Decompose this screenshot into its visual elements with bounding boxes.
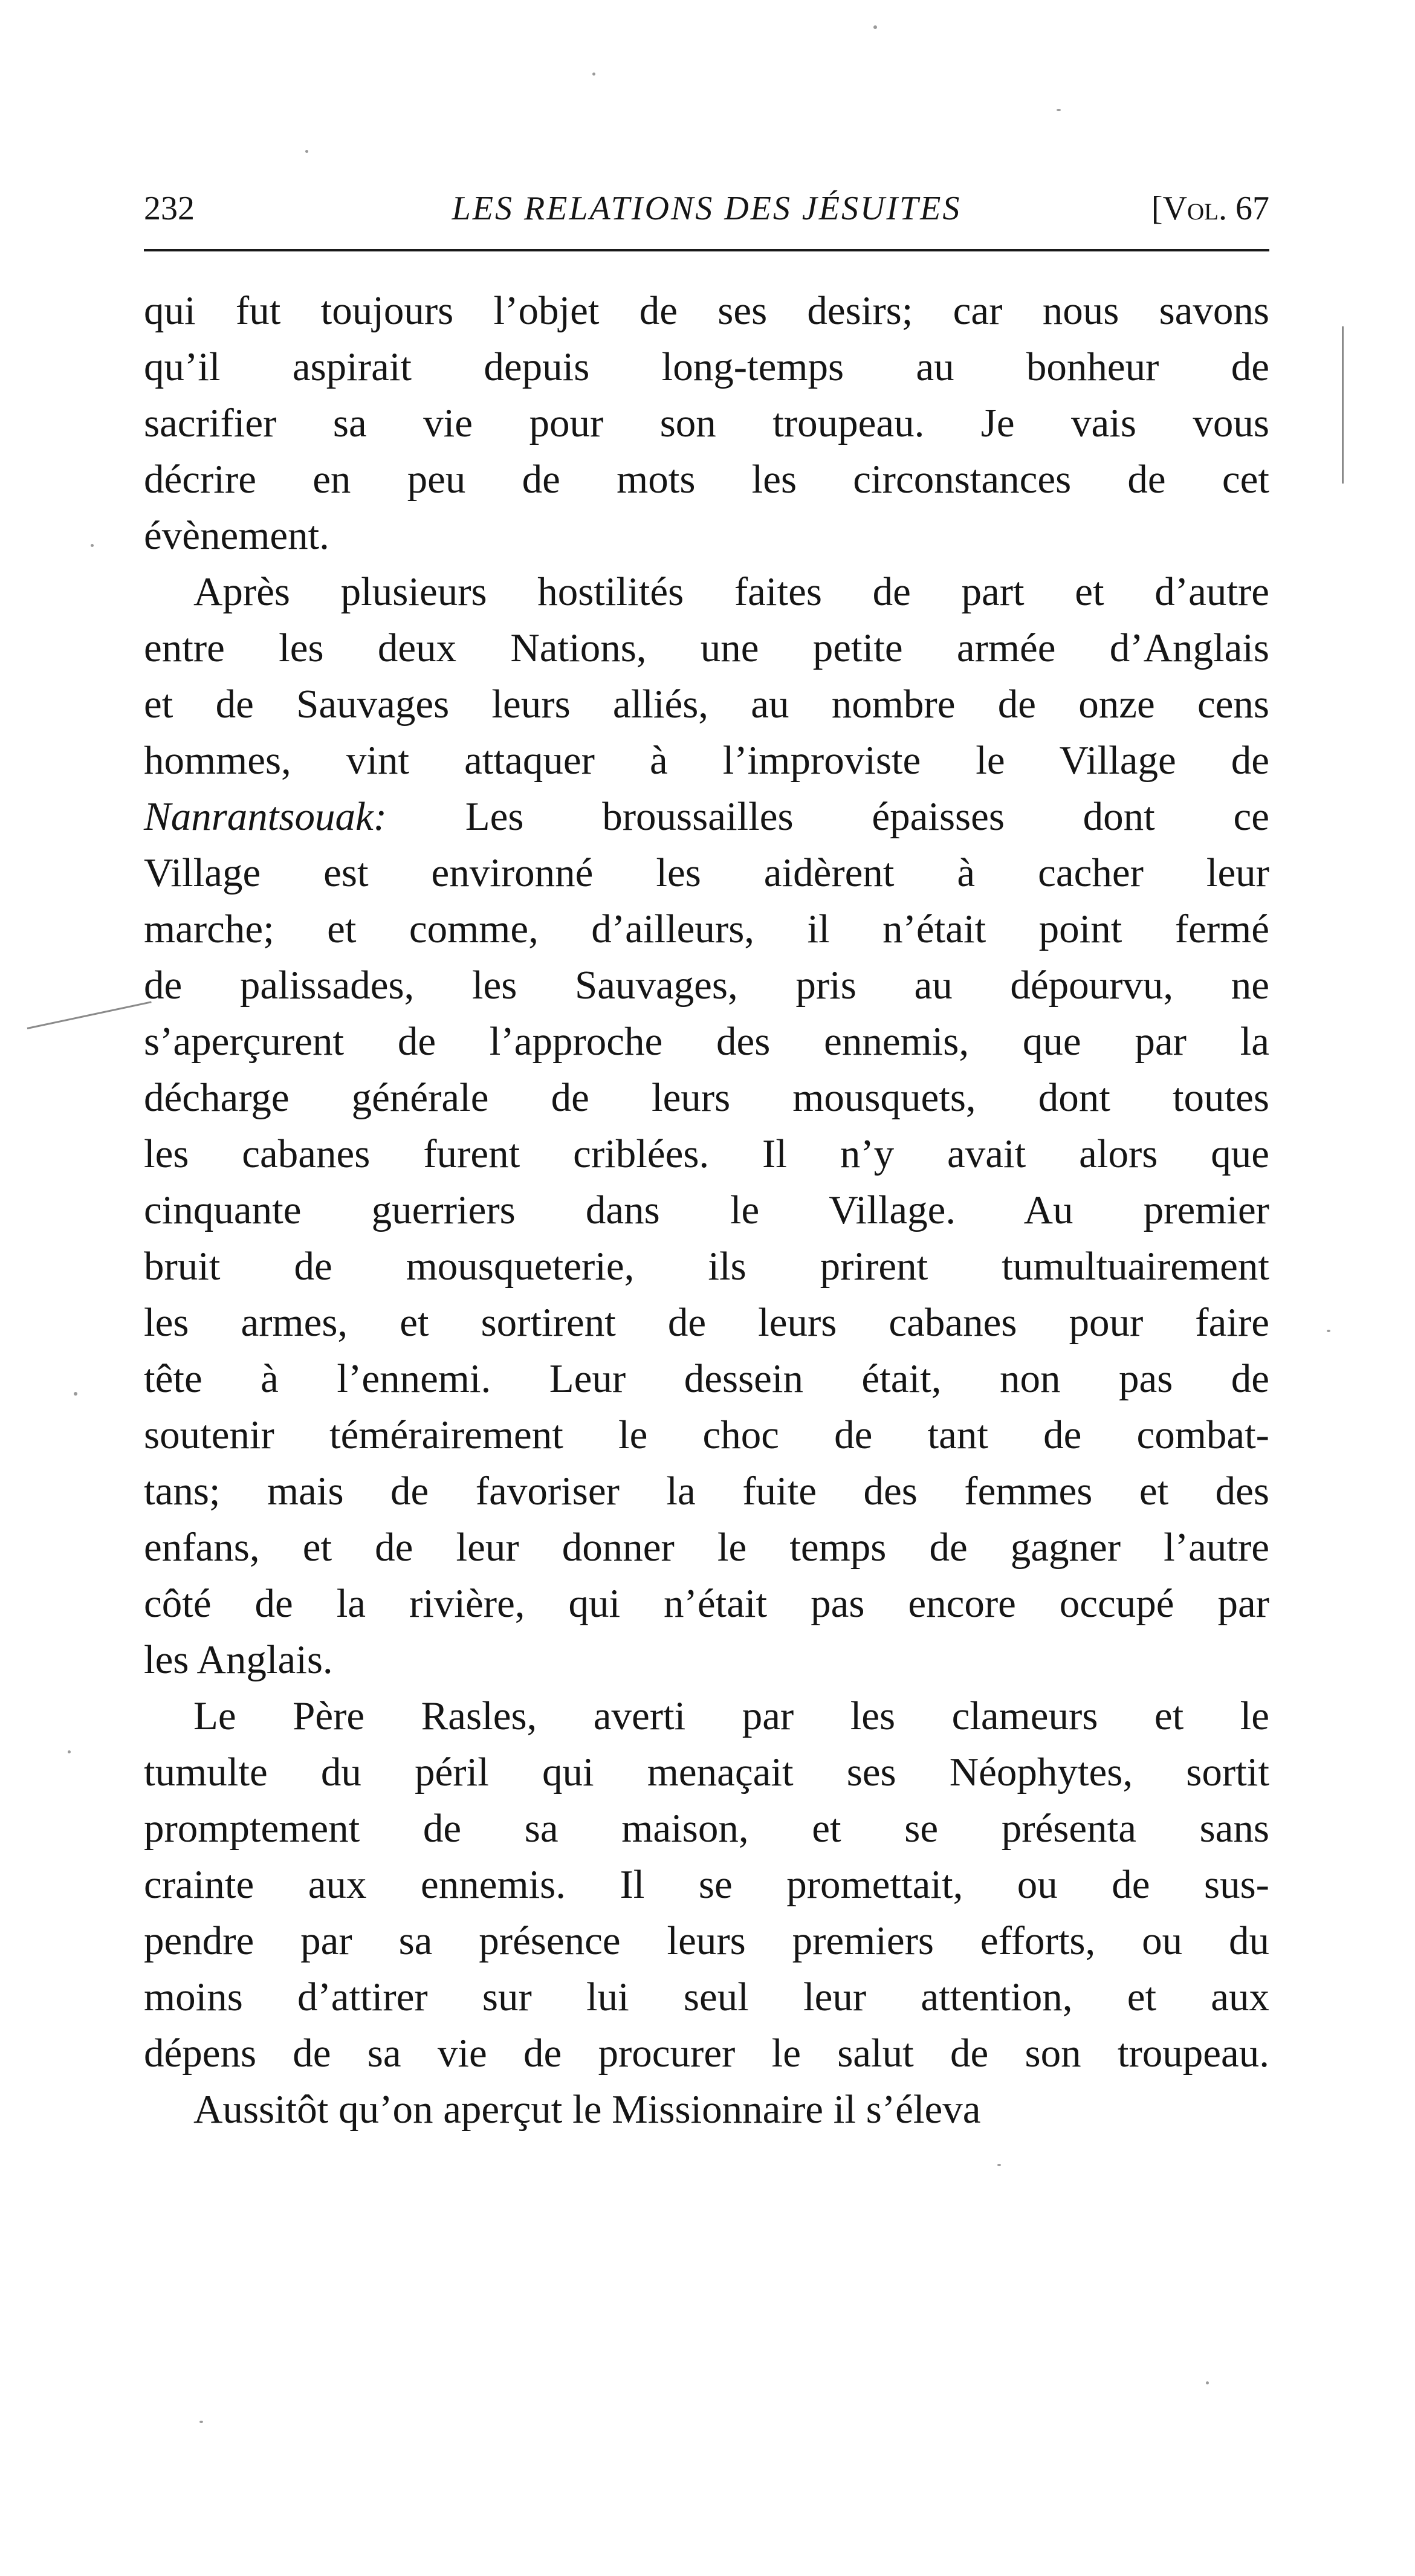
text-line: entre les deux Nations, une petite armée d’Anglais: [144, 626, 1269, 670]
margin-pencil-stroke: [27, 1001, 152, 1029]
speck: [1057, 109, 1061, 111]
body-text: [144, 283, 1269, 2138]
text-line: qui fut toujours l’objet de ses desirs; car nous savons: [144, 288, 1269, 333]
text-line: bruit de mousqueterie, ils prirent tumultuairement: [144, 1244, 1269, 1289]
text-line: qu’il aspirait depuis long-temps au bonheur de: [144, 345, 1269, 389]
speck: [873, 25, 877, 29]
text-line: crainte aux ennemis. Il se promettait, ou de sus-: [144, 1862, 1269, 1907]
speck: [997, 2164, 1001, 2166]
margin-pencil-stroke: [1342, 326, 1344, 484]
book-title: LES RELATIONS DES JÉSUITES: [452, 190, 962, 227]
speck: [68, 1750, 71, 1753]
running-head: [144, 181, 1269, 236]
paragraph-first-line: Après plusieurs hostilités faites de part et d’autre: [193, 569, 1269, 614]
text-line: tête à l’ennemi. Leur dessein était, non pas de: [144, 1356, 1269, 1401]
text-line: enfans, et de leur donner le temps de gagner l’autre: [144, 1525, 1269, 1570]
text-line: les cabanes furent criblées. Il n’y avait alors que: [144, 1131, 1269, 1176]
village-name-italic: Nanrantsouak:: [144, 794, 387, 839]
text-line: cinquante guerriers dans le Village. Au premier: [144, 1188, 1269, 1232]
volume-label: [Vol. 67: [1151, 190, 1269, 227]
text-line: promptement de sa maison, et se présenta sans: [144, 1806, 1269, 1851]
text-line-with-italic: [144, 789, 1269, 845]
text-line: et de Sauvages leurs alliés, au nombre de onze cens: [144, 682, 1269, 727]
text-line: tans; mais de favoriser la fuite des femmes et des: [144, 1469, 1269, 1513]
page-number: 232: [144, 190, 195, 227]
header-rule: [144, 249, 1269, 251]
text-line: soutenir témérairement le choc de tant de combat-: [144, 1413, 1269, 1457]
text-line: les Anglais.: [144, 1637, 333, 1682]
speck: [592, 73, 595, 76]
speck: [1327, 1330, 1330, 1332]
text-line: dépens de sa vie de procurer le salut de son troupeau.: [144, 2031, 1269, 2076]
text-line: décharge générale de leurs mousquets, dont toutes: [144, 1075, 1269, 1120]
text-line: côté de la rivière, qui n’était pas encore occupé par: [144, 1581, 1269, 1626]
text-line: moins d’attirer sur lui seul leur attention, et aux: [144, 1975, 1269, 2019]
text-line-rest: Les broussailles épaisses dont ce: [387, 794, 1269, 839]
text-line: Village est environné les aidèrent à cacher leur: [144, 850, 1269, 895]
text-line: sacrifier sa vie pour son troupeau. Je vais vous: [144, 401, 1269, 445]
speck: [1206, 2381, 1209, 2384]
text-line: s’aperçurent de l’approche des ennemis, que par la: [144, 1019, 1269, 1064]
text-line: marche; et comme, d’ailleurs, il n’était point fermé: [144, 907, 1269, 951]
text-line: les armes, et sortirent de leurs cabanes pour faire: [144, 1300, 1269, 1345]
text-line: pendre par sa présence leurs premiers efforts, ou du: [144, 1918, 1269, 1963]
text-line: évènement.: [144, 513, 329, 558]
speck: [91, 544, 94, 547]
speck: [199, 2421, 203, 2423]
text-line: hommes, vint attaquer à l’improviste le Village de: [144, 738, 1269, 783]
text-line: de palissades, les Sauvages, pris au dépourvu, ne: [144, 963, 1269, 1008]
paragraph-first-line: Le Père Rasles, averti par les clameurs et le: [193, 1694, 1269, 1738]
text-line: décrire en peu de mots les circonstances de cet: [144, 457, 1269, 502]
speck: [74, 1392, 77, 1396]
speck: [305, 150, 308, 153]
paragraph-first-line: Aussitôt qu’on aperçut le Missionnaire il s’éleva: [193, 2087, 981, 2132]
text-line: tumulte du péril qui menaçait ses Néophytes, sortit: [144, 1750, 1269, 1794]
